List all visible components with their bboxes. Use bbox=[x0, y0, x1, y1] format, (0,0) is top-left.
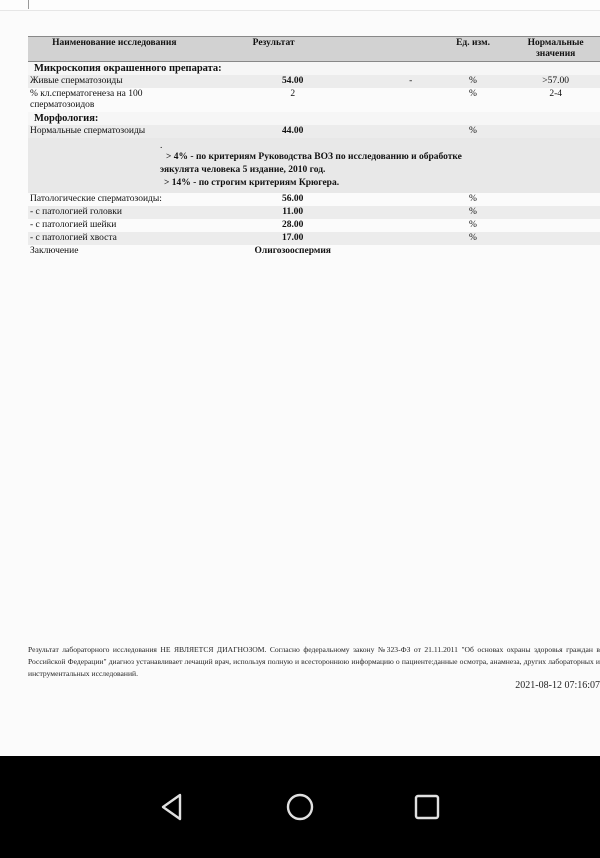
row-unit: % bbox=[437, 206, 510, 219]
row-unit: % bbox=[437, 232, 510, 245]
table-row bbox=[28, 219, 600, 232]
row-flag bbox=[385, 88, 437, 112]
conclusion-value: Олигозооспермия bbox=[254, 246, 331, 256]
note-dot: . bbox=[160, 141, 163, 151]
row-unit: % bbox=[469, 220, 477, 230]
header-unit: Ед. изм. bbox=[437, 37, 510, 62]
note-line-1: > 4% - по критериям Руководства ВОЗ по исследованию и обработке bbox=[166, 152, 462, 162]
row-name: - с патологией головки bbox=[28, 206, 201, 219]
table-row bbox=[28, 206, 600, 219]
android-navigation-bar bbox=[0, 756, 600, 858]
row-norm: 2-4 bbox=[549, 89, 562, 99]
table-row bbox=[28, 232, 600, 245]
table-row bbox=[28, 193, 600, 206]
row-unit: % bbox=[437, 75, 510, 88]
recent-apps-button[interactable] bbox=[397, 756, 457, 858]
row-name: Нормальные сперматозоиды bbox=[28, 125, 201, 138]
table-header-row bbox=[28, 37, 600, 62]
row-name: - с патологией шейки bbox=[30, 220, 117, 230]
previous-page-edge bbox=[0, 0, 600, 11]
row-result: 44.00 bbox=[201, 125, 385, 138]
disclaimer-text: Результат лабораторного исследования НЕ ЯВЛЯЕТСЯ ДИАГНОЗОМ. Согласно федеральному закону №323-ФЗ от 21.11.2011 "Об основах охраны здоровья граждан в Российской Федерации" диагноз устанавливает лечащий врач, используя полную и всестороннюю информацию о пациенте:данные осмотра, анамнеза, других лабораторных и инструментальных исследований. bbox=[28, 645, 600, 678]
row-norm: >57.00 bbox=[509, 75, 600, 88]
back-triangle-icon bbox=[158, 792, 186, 822]
row-unit: % bbox=[437, 125, 510, 138]
table-row bbox=[28, 75, 600, 88]
reference-note bbox=[30, 139, 600, 192]
row-result: 17.00 bbox=[201, 232, 385, 245]
back-button[interactable] bbox=[142, 756, 202, 858]
header-result: Результат bbox=[201, 37, 385, 62]
results-table bbox=[28, 36, 600, 258]
section-morphology: Морфология: bbox=[28, 112, 600, 125]
row-result: 56.00 bbox=[282, 194, 304, 204]
row-result: 54.00 bbox=[201, 75, 385, 88]
conclusion-row bbox=[28, 245, 600, 258]
row-name: Патологические сперматозоиды: bbox=[30, 194, 162, 204]
row-name: % кл.сперматогенеза на 100 сперматозоидов bbox=[30, 89, 143, 110]
table-row bbox=[28, 88, 600, 112]
header-norm: Нормальные значения bbox=[509, 37, 600, 62]
conclusion-label: Заключение bbox=[30, 246, 79, 256]
row-name: Живые сперматозоиды bbox=[28, 75, 201, 88]
note-line-2: эякулята человека 5 издание, 2010 год. bbox=[160, 165, 326, 175]
row-result: 2 bbox=[290, 89, 296, 99]
table-row bbox=[28, 125, 600, 138]
row-result: 11.00 bbox=[201, 206, 385, 219]
recent-square-icon bbox=[413, 793, 441, 821]
reference-note-row bbox=[28, 138, 600, 193]
note-line-3: > 14% - по строгим критериям Крюгера. bbox=[164, 178, 340, 188]
header-name: Наименование исследования bbox=[28, 37, 201, 62]
row-unit: % bbox=[469, 194, 477, 204]
row-unit: % bbox=[469, 89, 477, 99]
row-result: 28.00 bbox=[282, 220, 304, 230]
row-flag: - bbox=[385, 75, 437, 88]
report-timestamp: 2021-08-12 07:16:07 bbox=[515, 680, 600, 691]
row-name: - с патологией хвоста bbox=[28, 232, 201, 245]
home-button[interactable] bbox=[270, 756, 330, 858]
section-microscopy: Микроскопия окрашенного препарата: bbox=[28, 62, 600, 76]
home-circle-icon bbox=[285, 792, 315, 822]
